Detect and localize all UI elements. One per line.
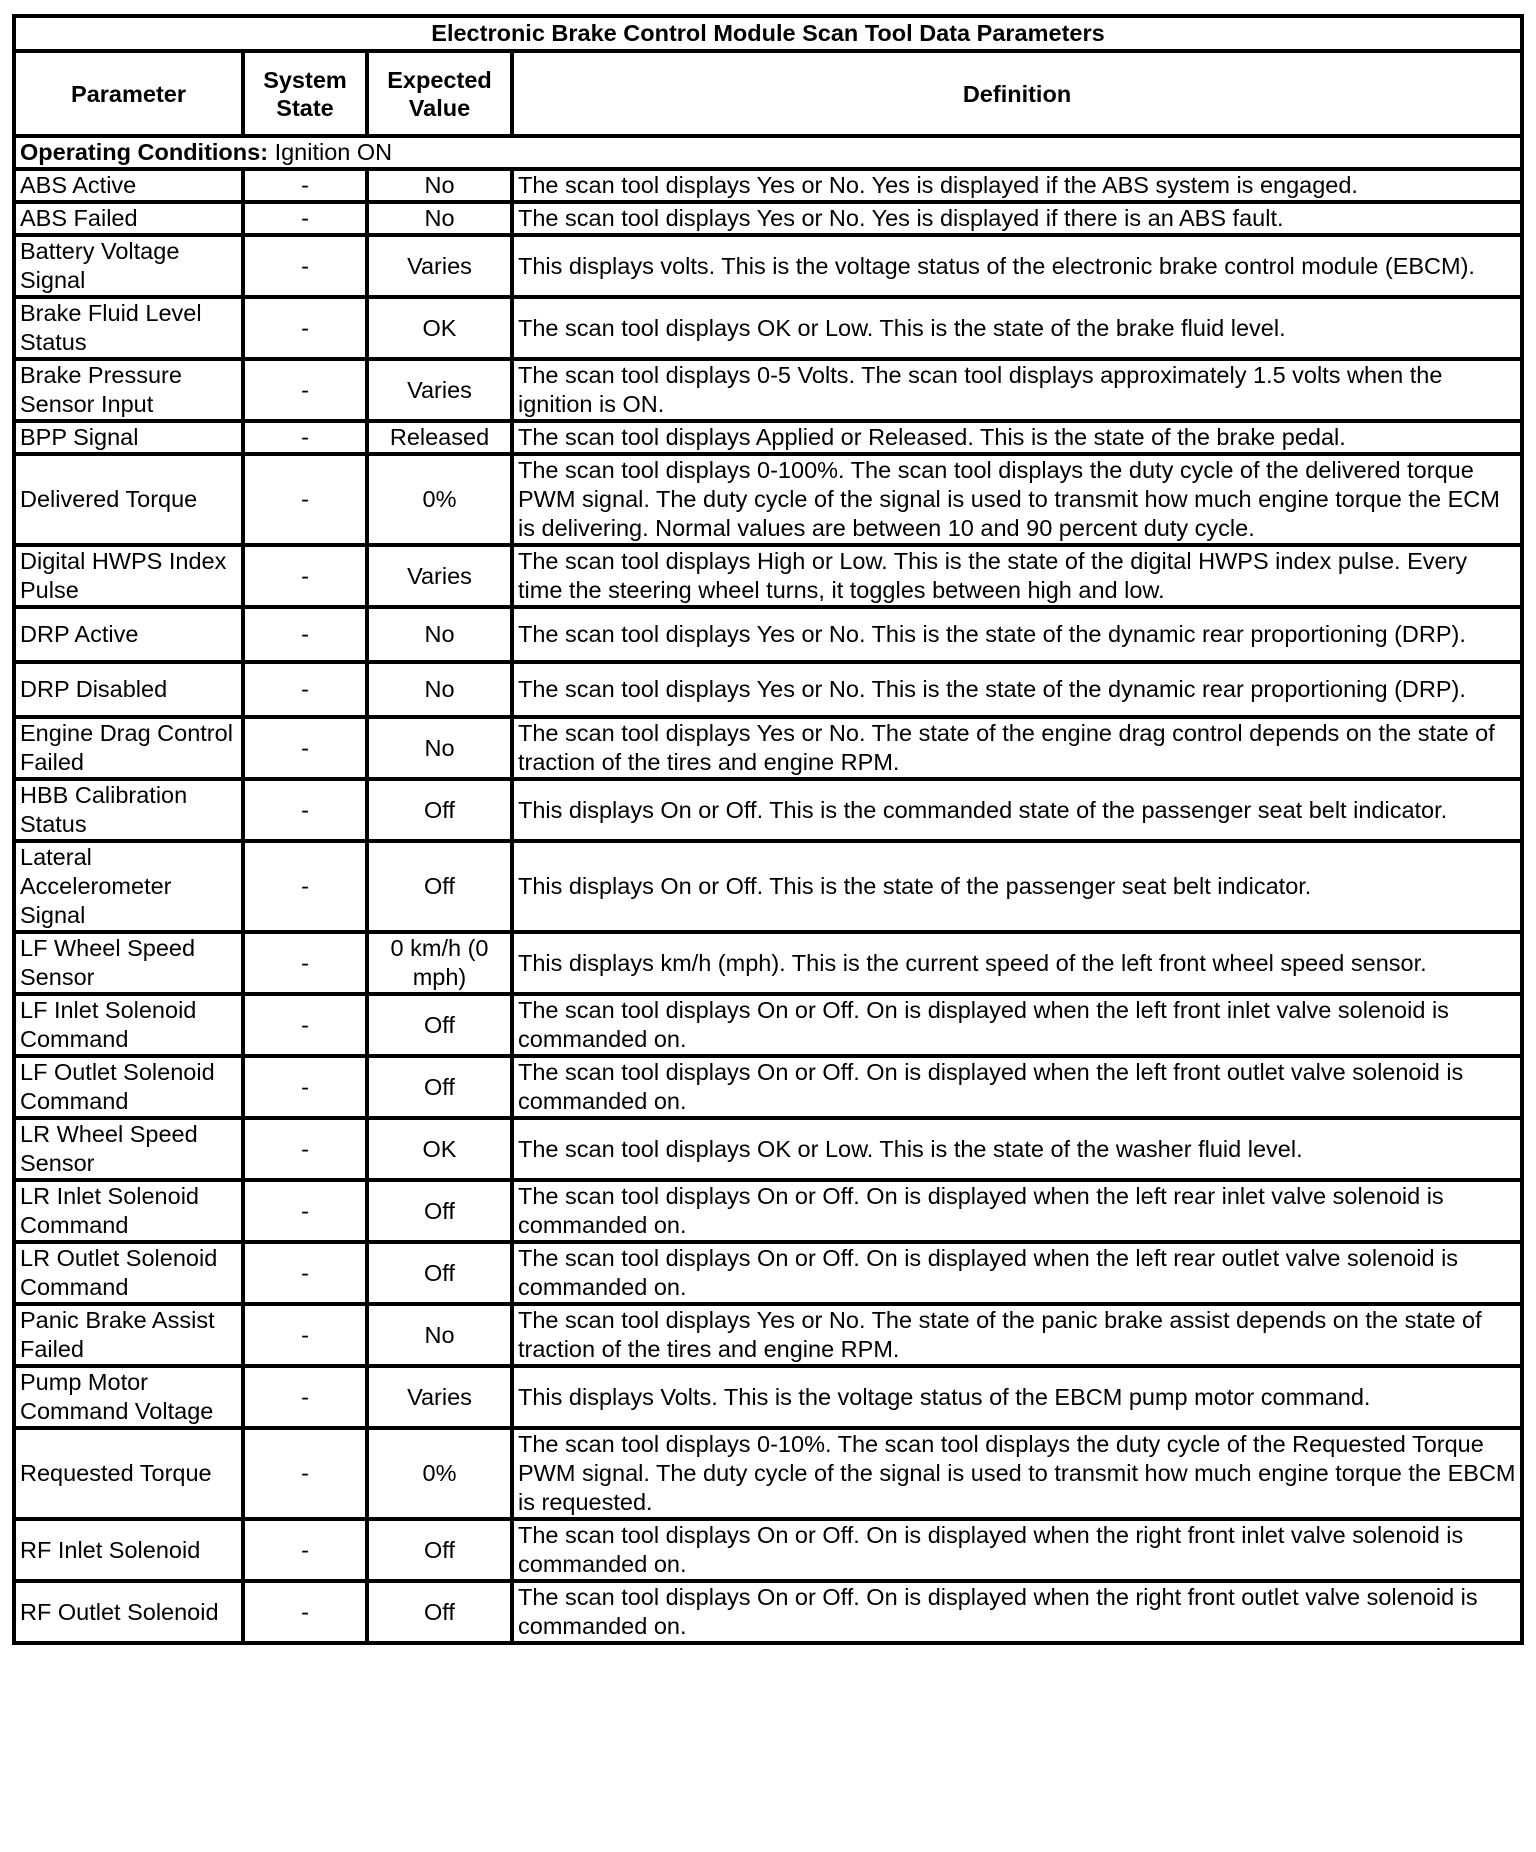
parameter-cell: HBB Calibration Status bbox=[14, 779, 243, 841]
parameter-cell: RF Outlet Solenoid bbox=[14, 1581, 243, 1643]
parameter-cell: LR Inlet Solenoid Command bbox=[14, 1180, 243, 1242]
expected-value-cell: 0% bbox=[367, 454, 512, 545]
parameter-cell: RF Inlet Solenoid bbox=[14, 1519, 243, 1581]
column-header-definition: Definition bbox=[512, 51, 1522, 136]
parameter-cell: Panic Brake Assist Failed bbox=[14, 1304, 243, 1366]
table-row bbox=[14, 717, 1522, 779]
column-header-system-state: System State bbox=[243, 51, 367, 136]
table-row bbox=[14, 545, 1522, 607]
expected-value-cell: Varies bbox=[367, 235, 512, 297]
expected-value-cell: 0% bbox=[367, 1428, 512, 1519]
system-state-cell: - bbox=[243, 169, 367, 202]
parameter-cell: DRP Active bbox=[14, 607, 243, 662]
system-state-cell: - bbox=[243, 421, 367, 454]
definition-cell: The scan tool displays Yes or No. This is the state of the dynamic rear proportioning (DRP). bbox=[512, 662, 1522, 717]
table-title-row bbox=[14, 16, 1522, 51]
parameter-cell: Engine Drag Control Failed bbox=[14, 717, 243, 779]
definition-cell: The scan tool displays On or Off. On is displayed when the right front inlet valve solenoid is commanded on. bbox=[512, 1519, 1522, 1581]
system-state-cell: - bbox=[243, 779, 367, 841]
table-row bbox=[14, 454, 1522, 545]
parameter-cell: LF Outlet Solenoid Command bbox=[14, 1056, 243, 1118]
parameter-cell: Brake Pressure Sensor Input bbox=[14, 359, 243, 421]
table-row bbox=[14, 932, 1522, 994]
parameter-cell: Battery Voltage Signal bbox=[14, 235, 243, 297]
parameter-cell: Requested Torque bbox=[14, 1428, 243, 1519]
parameter-cell: Lateral Accelerometer Signal bbox=[14, 841, 243, 932]
parameter-cell: LF Inlet Solenoid Command bbox=[14, 994, 243, 1056]
definition-cell: The scan tool displays Yes or No. This is the state of the dynamic rear proportioning (DRP). bbox=[512, 607, 1522, 662]
expected-value-cell: Varies bbox=[367, 1366, 512, 1428]
expected-value-cell: Off bbox=[367, 994, 512, 1056]
expected-value-cell: No bbox=[367, 169, 512, 202]
definition-cell: The scan tool displays 0-10%. The scan tool displays the duty cycle of the Requested Torque PWM signal. The duty cycle of the signal is used to transmit how much engine torque the EBCM is requested. bbox=[512, 1428, 1522, 1519]
definition-cell: The scan tool displays On or Off. On is displayed when the left rear inlet valve solenoid is commanded on. bbox=[512, 1180, 1522, 1242]
expected-value-cell: No bbox=[367, 607, 512, 662]
table-row bbox=[14, 297, 1522, 359]
definition-cell: The scan tool displays Yes or No. Yes is displayed if the ABS system is engaged. bbox=[512, 169, 1522, 202]
expected-value-cell: Released bbox=[367, 421, 512, 454]
table-row bbox=[14, 1180, 1522, 1242]
system-state-cell: - bbox=[243, 994, 367, 1056]
operating-conditions bbox=[14, 136, 1522, 169]
system-state-cell: - bbox=[243, 1366, 367, 1428]
operating-conditions-row bbox=[14, 136, 1522, 169]
column-header-parameter: Parameter bbox=[14, 51, 243, 136]
expected-value-cell: 0 km/h (0 mph) bbox=[367, 932, 512, 994]
expected-value-cell: Off bbox=[367, 1519, 512, 1581]
table-row bbox=[14, 169, 1522, 202]
table-row bbox=[14, 1304, 1522, 1366]
system-state-cell: - bbox=[243, 359, 367, 421]
system-state-cell: - bbox=[243, 1519, 367, 1581]
parameter-cell: LR Outlet Solenoid Command bbox=[14, 1242, 243, 1304]
table-row bbox=[14, 421, 1522, 454]
table-row bbox=[14, 662, 1522, 717]
parameter-cell: Delivered Torque bbox=[14, 454, 243, 545]
expected-value-cell: No bbox=[367, 717, 512, 779]
system-state-cell: - bbox=[243, 717, 367, 779]
system-state-cell: - bbox=[243, 1180, 367, 1242]
definition-cell: The scan tool displays Yes or No. The state of the panic brake assist depends on the state of traction of the tires and engine RPM. bbox=[512, 1304, 1522, 1366]
expected-value-cell: Off bbox=[367, 1056, 512, 1118]
table-title: Electronic Brake Control Module Scan Tool Data Parameters bbox=[14, 16, 1522, 51]
parameter-cell: BPP Signal bbox=[14, 421, 243, 454]
expected-value-cell: Off bbox=[367, 779, 512, 841]
parameter-cell: LF Wheel Speed Sensor bbox=[14, 932, 243, 994]
system-state-cell: - bbox=[243, 235, 367, 297]
table-row bbox=[14, 1581, 1522, 1643]
definition-cell: The scan tool displays Yes or No. The state of the engine drag control depends on the state of traction of the tires and engine RPM. bbox=[512, 717, 1522, 779]
scan-tool-data-table bbox=[12, 14, 1524, 1645]
expected-value-cell: OK bbox=[367, 1118, 512, 1180]
definition-cell: This displays volts. This is the voltage status of the electronic brake control module (EBCM). bbox=[512, 235, 1522, 297]
expected-value-cell: OK bbox=[367, 297, 512, 359]
expected-value-cell: No bbox=[367, 662, 512, 717]
definition-cell: The scan tool displays OK or Low. This is the state of the washer fluid level. bbox=[512, 1118, 1522, 1180]
expected-value-cell: No bbox=[367, 1304, 512, 1366]
parameter-cell: Pump Motor Command Voltage bbox=[14, 1366, 243, 1428]
expected-value-cell: Off bbox=[367, 1180, 512, 1242]
parameter-cell: LR Wheel Speed Sensor bbox=[14, 1118, 243, 1180]
definition-cell: The scan tool displays On or Off. On is displayed when the left front outlet valve solenoid is commanded on. bbox=[512, 1056, 1522, 1118]
scan-tool-data-table-container bbox=[12, 14, 1524, 1645]
system-state-cell: - bbox=[243, 1056, 367, 1118]
expected-value-cell: Varies bbox=[367, 545, 512, 607]
table-row bbox=[14, 779, 1522, 841]
system-state-cell: - bbox=[243, 297, 367, 359]
expected-value-cell: No bbox=[367, 202, 512, 235]
system-state-cell: - bbox=[243, 607, 367, 662]
table-row bbox=[14, 841, 1522, 932]
parameter-cell: ABS Failed bbox=[14, 202, 243, 235]
definition-cell: The scan tool displays High or Low. This is the state of the digital HWPS index pulse. Every time the steering wheel turns, it toggles between high and low. bbox=[512, 545, 1522, 607]
system-state-cell: - bbox=[243, 1581, 367, 1643]
definition-cell: The scan tool displays On or Off. On is displayed when the left front inlet valve solenoid is commanded on. bbox=[512, 994, 1522, 1056]
system-state-cell: - bbox=[243, 662, 367, 717]
definition-cell: This displays Volts. This is the voltage status of the EBCM pump motor command. bbox=[512, 1366, 1522, 1428]
table-row bbox=[14, 994, 1522, 1056]
system-state-cell: - bbox=[243, 841, 367, 932]
parameter-cell: DRP Disabled bbox=[14, 662, 243, 717]
definition-cell: The scan tool displays 0-5 Volts. The scan tool displays approximately 1.5 volts when the ignition is ON. bbox=[512, 359, 1522, 421]
definition-cell: The scan tool displays On or Off. On is displayed when the right front outlet valve solenoid is commanded on. bbox=[512, 1581, 1522, 1643]
parameter-cell: ABS Active bbox=[14, 169, 243, 202]
expected-value-cell: Off bbox=[367, 1581, 512, 1643]
system-state-cell: - bbox=[243, 1304, 367, 1366]
operating-conditions-value: Ignition ON bbox=[268, 139, 393, 165]
parameter-cell: Digital HWPS Index Pulse bbox=[14, 545, 243, 607]
table-row bbox=[14, 607, 1522, 662]
table-row bbox=[14, 359, 1522, 421]
definition-cell: The scan tool displays Yes or No. Yes is displayed if there is an ABS fault. bbox=[512, 202, 1522, 235]
definition-cell: This displays km/h (mph). This is the current speed of the left front wheel speed sensor. bbox=[512, 932, 1522, 994]
column-header-expected-value: Expected Value bbox=[367, 51, 512, 136]
definition-cell: The scan tool displays OK or Low. This is the state of the brake fluid level. bbox=[512, 297, 1522, 359]
system-state-cell: - bbox=[243, 932, 367, 994]
system-state-cell: - bbox=[243, 454, 367, 545]
definition-cell: The scan tool displays 0-100%. The scan tool displays the duty cycle of the delivered torque PWM signal. The duty cycle of the signal is used to transmit how much engine torque the ECM is delivering. Normal values are between 10 and 90 percent duty cycle. bbox=[512, 454, 1522, 545]
system-state-cell: - bbox=[243, 545, 367, 607]
system-state-cell: - bbox=[243, 1242, 367, 1304]
definition-cell: The scan tool displays On or Off. On is displayed when the left rear outlet valve solenoid is commanded on. bbox=[512, 1242, 1522, 1304]
table-row bbox=[14, 1428, 1522, 1519]
table-row bbox=[14, 235, 1522, 297]
table-header-row bbox=[14, 51, 1522, 136]
expected-value-cell: Off bbox=[367, 1242, 512, 1304]
system-state-cell: - bbox=[243, 1428, 367, 1519]
operating-conditions-label: Operating Conditions: bbox=[20, 139, 269, 165]
table-row bbox=[14, 1519, 1522, 1581]
definition-cell: This displays On or Off. This is the commanded state of the passenger seat belt indicator. bbox=[512, 779, 1522, 841]
expected-value-cell: Varies bbox=[367, 359, 512, 421]
definition-cell: This displays On or Off. This is the state of the passenger seat belt indicator. bbox=[512, 841, 1522, 932]
table-row bbox=[14, 202, 1522, 235]
system-state-cell: - bbox=[243, 1118, 367, 1180]
system-state-cell: - bbox=[243, 202, 367, 235]
parameter-cell: Brake Fluid Level Status bbox=[14, 297, 243, 359]
table-row bbox=[14, 1242, 1522, 1304]
table-row bbox=[14, 1366, 1522, 1428]
table-row bbox=[14, 1118, 1522, 1180]
table-row bbox=[14, 1056, 1522, 1118]
expected-value-cell: Off bbox=[367, 841, 512, 932]
definition-cell: The scan tool displays Applied or Released. This is the state of the brake pedal. bbox=[512, 421, 1522, 454]
